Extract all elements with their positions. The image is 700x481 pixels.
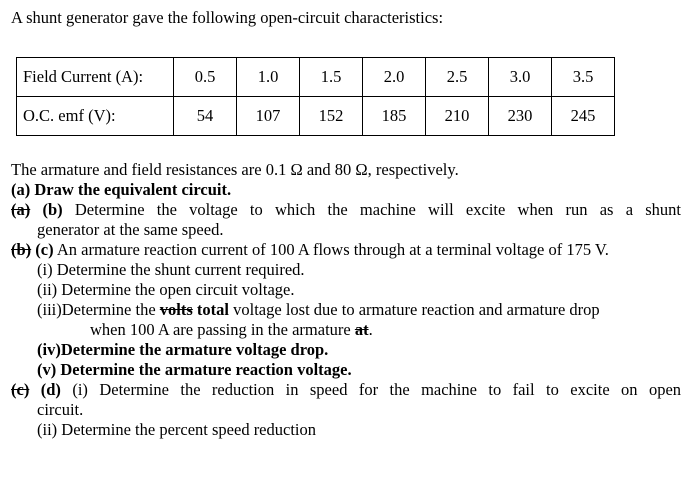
part-d-continuation: circuit. bbox=[37, 400, 84, 419]
part-d-text: (i) Determine the reduction in speed for the machine to fail to excite on open bbox=[72, 380, 682, 399]
part-c-v: (v) Determine the armature reaction voltage. bbox=[37, 360, 352, 379]
table-cell: 210 bbox=[426, 97, 489, 136]
table-cell: 230 bbox=[489, 97, 552, 136]
table-row bbox=[17, 58, 615, 97]
part-label: (d) bbox=[40, 380, 61, 399]
table-cell: 1.0 bbox=[237, 58, 300, 97]
part-c-iii-continuation bbox=[11, 320, 681, 340]
intro-text: A shunt generator gave the following open-circuit characteristics: bbox=[11, 8, 444, 27]
part-c-i: (i) Determine the shunt current required. bbox=[37, 260, 305, 279]
part-b bbox=[11, 200, 681, 220]
struck-label: (b) bbox=[11, 240, 32, 259]
part-c-iii-cont-text: when 100 A are passing in the armature bbox=[90, 320, 351, 339]
part-label: (b) bbox=[42, 200, 63, 219]
inserted-word: total bbox=[196, 300, 229, 319]
resistances-text: The armature and field resistances are 0.1 Ω and 80 Ω, respectively. bbox=[11, 160, 459, 179]
table-cell: 0.5 bbox=[174, 58, 237, 97]
table-cell: 152 bbox=[300, 97, 363, 136]
table-cell: 185 bbox=[363, 97, 426, 136]
table-cell: 54 bbox=[174, 97, 237, 136]
question-body bbox=[11, 160, 681, 440]
struck-label: (c) bbox=[11, 380, 30, 399]
part-c-iii bbox=[11, 300, 681, 320]
part-b-continuation: generator at the same speed. bbox=[37, 220, 224, 239]
part-c bbox=[11, 240, 681, 260]
struck-word: at bbox=[354, 320, 369, 339]
row-label-field-current: Field Current (A): bbox=[17, 58, 174, 97]
part-label: (c) bbox=[35, 240, 54, 259]
part-c-iii-suffix: voltage lost due to armature reaction and armature drop bbox=[233, 300, 600, 319]
period: . bbox=[368, 320, 373, 339]
part-c-iv: (iv)Determine the armature voltage drop. bbox=[37, 340, 329, 359]
table-cell: 107 bbox=[237, 97, 300, 136]
part-c-ii: (ii) Determine the open circuit voltage. bbox=[37, 280, 295, 299]
table-cell: 1.5 bbox=[300, 58, 363, 97]
row-label-oc-emf: O.C. emf (V): bbox=[17, 97, 174, 136]
table-cell: 2.5 bbox=[426, 58, 489, 97]
part-b-text: Determine the voltage to which the machine will excite when run as a shunt bbox=[74, 200, 682, 219]
struck-word: volts bbox=[159, 300, 193, 319]
part-d-ii: (ii) Determine the percent speed reduction bbox=[37, 420, 317, 439]
part-d bbox=[11, 380, 681, 400]
table-cell: 2.0 bbox=[363, 58, 426, 97]
part-a: (a) Draw the equivalent circuit. bbox=[11, 180, 232, 199]
part-c-iii-prefix: (iii)Determine the bbox=[37, 300, 156, 319]
table-cell: 245 bbox=[552, 97, 615, 136]
struck-label: (a) bbox=[11, 200, 31, 219]
oc-characteristics-table bbox=[16, 57, 615, 136]
table-row bbox=[17, 97, 615, 136]
part-c-text: An armature reaction current of 100 A flows through at a terminal voltage of 175 V. bbox=[56, 240, 609, 259]
table-cell: 3.0 bbox=[489, 58, 552, 97]
table-cell: 3.5 bbox=[552, 58, 615, 97]
